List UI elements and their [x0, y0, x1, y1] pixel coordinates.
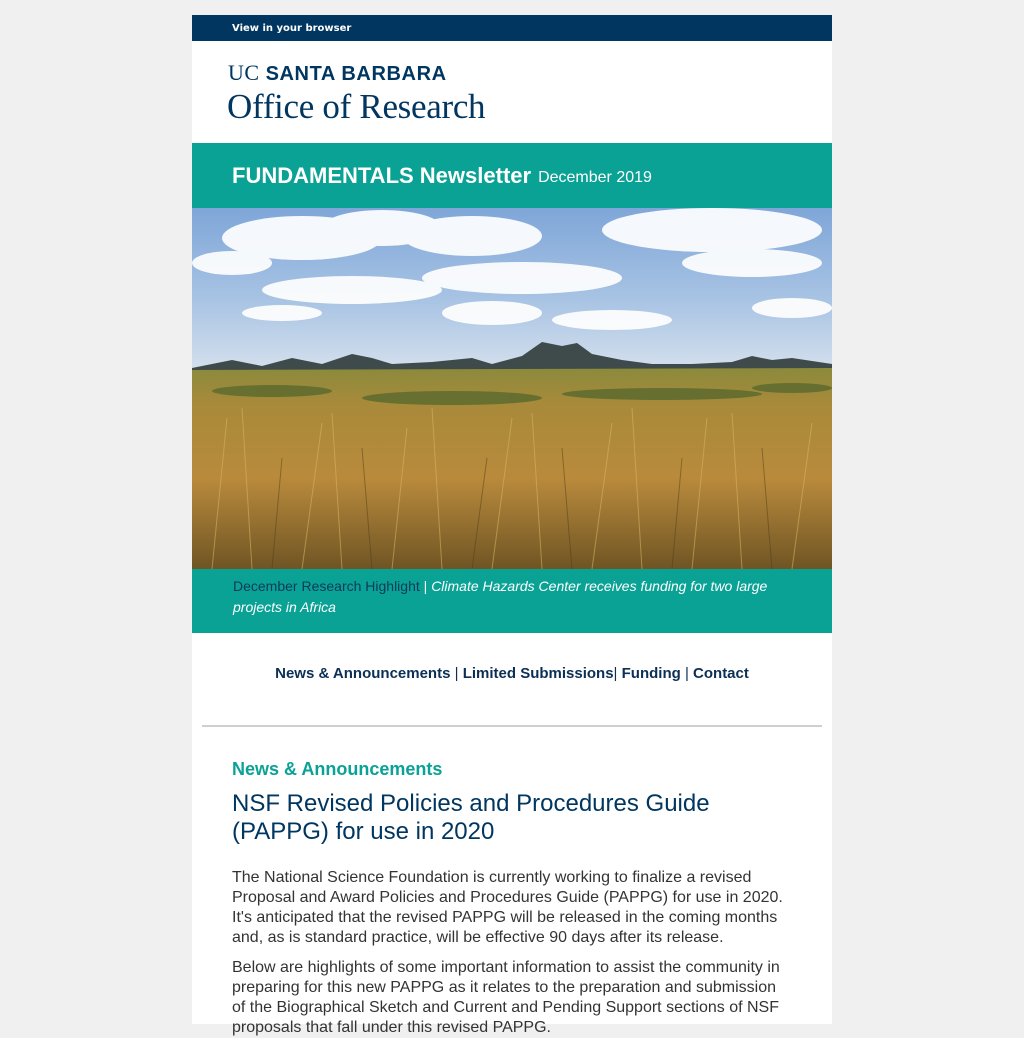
newsletter-title: FUNDAMENTALS Newsletter	[232, 162, 532, 188]
nav-contact[interactable]: Contact	[693, 665, 749, 682]
research-highlight-story-link[interactable]: Climate Hazards Center receives funding for two large projects in Africa	[233, 578, 768, 615]
nav-separator: |	[684, 665, 689, 682]
nav-limited-submissions[interactable]: Limited Submissions	[462, 665, 614, 682]
nav-separator: |	[613, 665, 618, 682]
article-content	[192, 727, 832, 1038]
section-heading: News & Announcements	[232, 759, 443, 779]
ucsb-logo[interactable]	[228, 60, 447, 86]
office-of-research-title: Office of Research	[227, 87, 486, 126]
logo-block	[192, 41, 832, 143]
research-highlight-label[interactable]: December Research Highlight	[233, 578, 420, 594]
newsletter-banner	[192, 143, 832, 208]
savanna-landscape-image	[192, 208, 832, 569]
email-container	[192, 15, 832, 1036]
nav-funding[interactable]: Funding	[621, 665, 681, 682]
logo-uc-text: UC	[228, 60, 260, 85]
nav-news-announcements[interactable]: News & Announcements	[275, 665, 451, 682]
nav-separator: |	[454, 665, 459, 682]
view-in-browser-link[interactable]: View in your browser	[232, 22, 352, 34]
newsletter-date: December 2019	[538, 168, 652, 186]
article-headline[interactable]: NSF Revised Policies and Procedures Guide (PAPPG) for use in 2020	[232, 790, 710, 845]
logo-santa-barbara-text: SANTA BARBARA	[265, 63, 447, 85]
research-highlight-caption	[192, 569, 832, 633]
hero-image[interactable]	[192, 208, 832, 569]
newsletter-nav	[192, 633, 832, 725]
caption-separator: |	[423, 578, 428, 594]
top-bar	[192, 15, 832, 41]
article-paragraph: Below are highlights of some important information to assist the community in preparing for this new PAPPG as it relates to the preparation and submission of the Biographical Sketch and Current and Pending Support sections of NSF proposals that fall under this revised PAPPG.	[232, 959, 780, 1036]
article-paragraph: The National Science Foundation is currently working to finalize a revised Proposal and Award Policies and Procedures Guide (PAPPG) for use in 2020. It's anticipated that the revised PAPPG will be released in the coming months and, as is standard practice, will be effective 90 days after its release.	[232, 869, 783, 946]
